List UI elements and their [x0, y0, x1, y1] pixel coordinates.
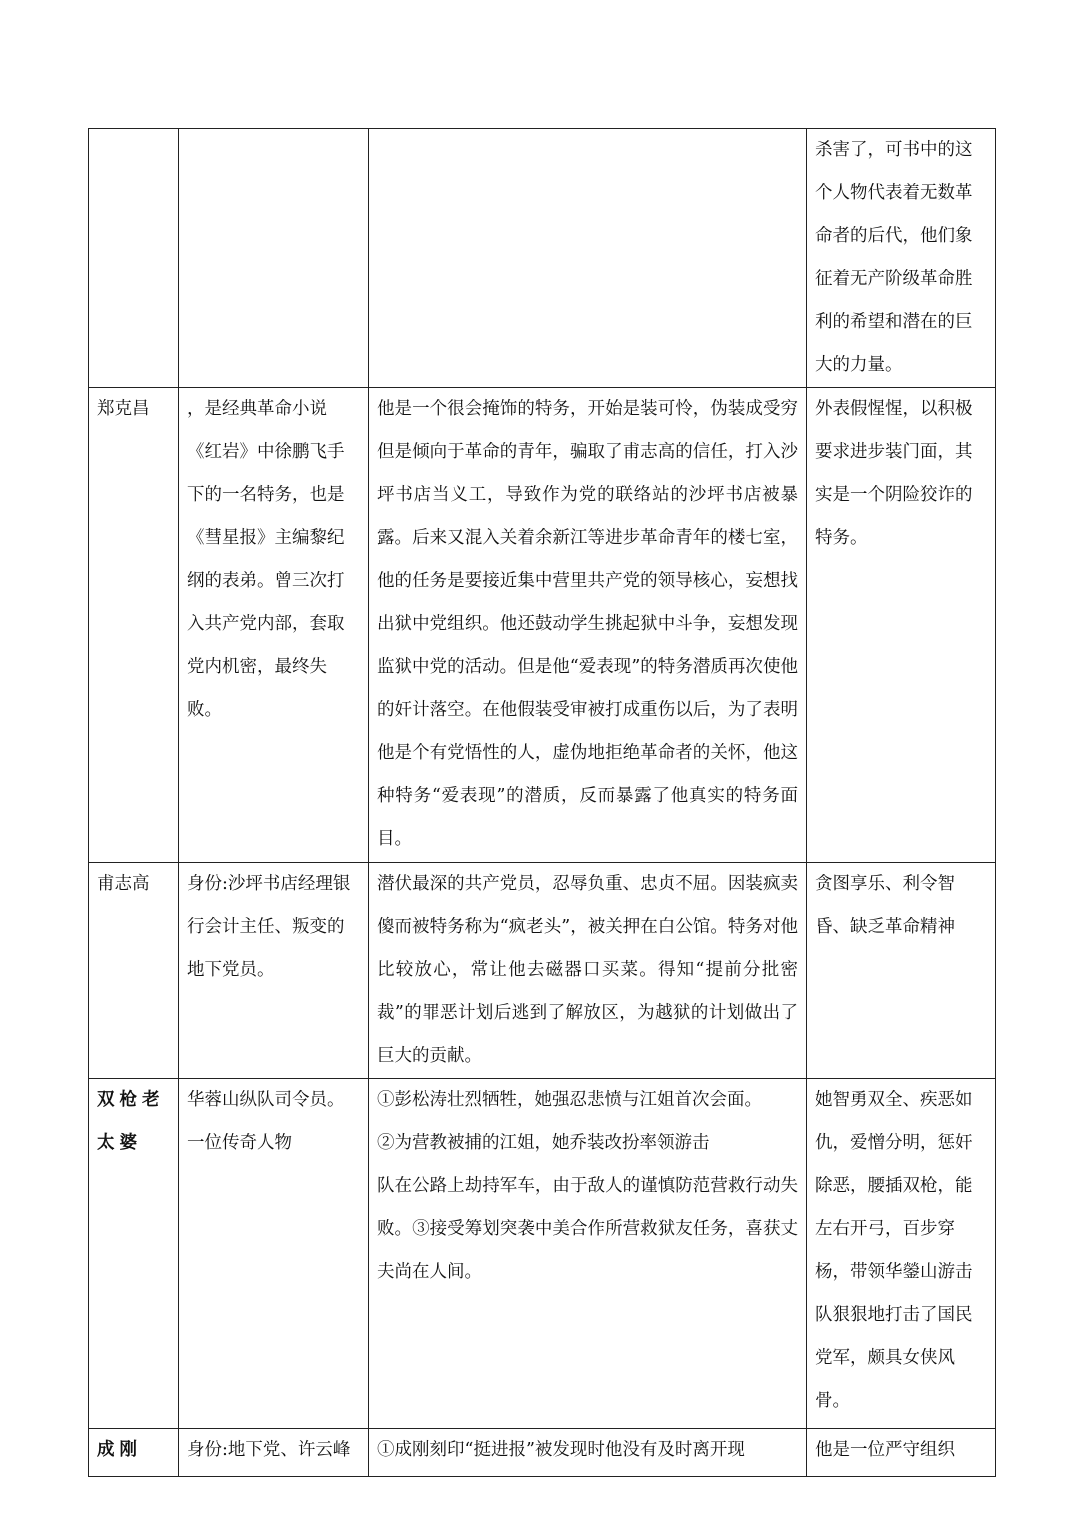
table-row	[89, 388, 996, 863]
events-cell	[369, 388, 807, 863]
traits-cell: 他是一位严守组织	[807, 1429, 996, 1477]
identity-cell: 身份:地下党、许云峰	[179, 1429, 369, 1477]
table-row	[89, 863, 996, 1079]
name-cell: 成刚	[89, 1429, 179, 1477]
events-cell	[369, 863, 807, 1079]
traits-cell: 外表假惺惺，以积极要求进步装门面，其实是一个阴险狡诈的特务。	[807, 388, 996, 863]
events-cell	[369, 129, 807, 388]
name-cell	[89, 129, 179, 388]
identity-cell	[179, 129, 369, 388]
traits-cell: 杀害了，可书中的这个人物代表着无数革命者的后代，他们象征着无产阶级革命胜利的希望和潜在的巨大的力量。	[807, 129, 996, 388]
events-cell	[369, 1079, 807, 1429]
traits-cell: 她智勇双全、疾恶如仇，爱憎分明，惩奸除恶，腰插双枪，能左右开弓，百步穿杨，带领华鎣山游击队狠狠地打击了国民党军，颇具女侠风骨。	[807, 1079, 996, 1429]
identity-cell: 身份:沙坪书店经理银行会计主任、叛变的地下党员。	[179, 863, 369, 1079]
character-table	[88, 128, 996, 1477]
table-row	[89, 1429, 996, 1477]
events-paragraph: 队在公路上劫持军车，由于敌人的谨慎防范营救行动失败。③接受筹划突袭中美合作所营救狱友任务，喜获丈夫尚在人间。	[377, 1176, 798, 1282]
events-cell	[369, 1429, 807, 1477]
events-paragraph: ①成刚刻印“挺进报”被发现时他没有及时离开现	[377, 1440, 745, 1460]
identity-cell: 华蓉山纵队司令员。一位传奇人物	[179, 1079, 369, 1429]
table-row	[89, 1079, 996, 1429]
identity-cell: ，是经典革命小说《红岩》中徐鹏飞手下的一名特务，也是《彗星报》主编黎纪纲的表弟。曾三次打入共产党内部，套取党内机密，最终失败。	[179, 388, 369, 863]
events-paragraph: ②为营教被捕的江姐，她乔装改扮率领游击	[377, 1133, 710, 1153]
table-row	[89, 129, 996, 388]
traits-cell: 贪图享乐、利令智昏、缺乏革命精神	[807, 863, 996, 1079]
name-cell: 甫志高	[89, 863, 179, 1079]
events-paragraph: ①彭松涛壮烈牺牲，她强忍悲愤与江姐首次会面。	[377, 1090, 762, 1110]
events-paragraph: 他是一个很会掩饰的特务，开始是装可怜，伪装成受穷但是倾向于革命的青年，骗取了甫志高的信任，打入沙坪书店当义工，导致作为党的联络站的沙坪书店被暴露。后来又混入关着余新江等进步革命青年的楼七室，他的任务是要接近集中营里共产党的领导核心，妄想找出狱中党组织。他还鼓动学生挑起狱中斗争，妄想发现监狱中党的活动。但是他“爱表现”的特务潜质再次使他的奸计落空。在他假装受审被打成重伤以后，为了表明他是个有党悟性的人，虚伪地拒绝革命者的关怀，他这种特务“爱表现”的潜质，反而暴露了他真实的特务面目。	[377, 399, 798, 849]
name-cell: 郑克昌	[89, 388, 179, 863]
name-cell: 双枪老太婆	[89, 1079, 179, 1429]
events-paragraph: 潜伏最深的共产党员，忍辱负重、忠贞不屈。因装疯卖傻而被特务称为“疯老头”，被关押在白公馆。特务对他比较放心，常让他去磁器口买菜。得知“提前分批密裁”的罪恶计划后逃到了解放区，为越狱的计划做出了巨大的贡献。	[377, 874, 798, 1066]
